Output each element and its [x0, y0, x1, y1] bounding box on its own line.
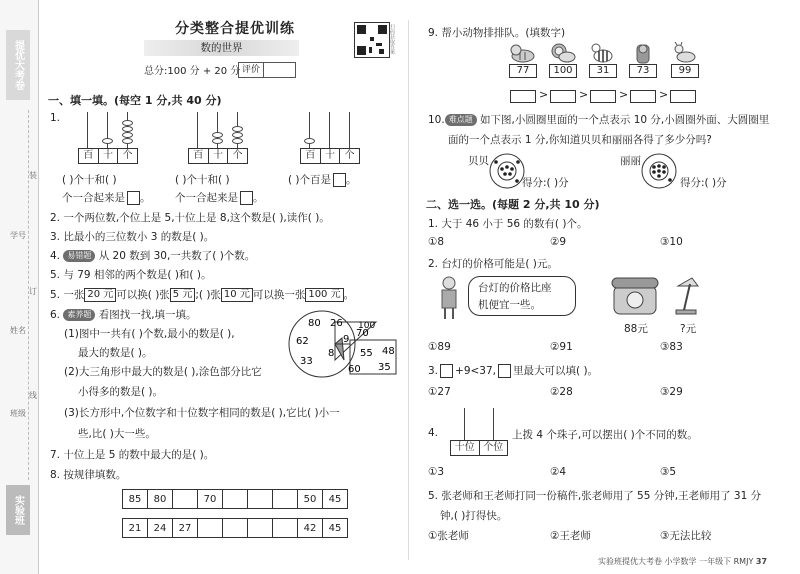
qr-code-icon [354, 22, 390, 58]
lamp-price: ?元 [680, 323, 697, 335]
brand-label-bottom: 实验班 [6, 485, 30, 535]
place-tens: 十 [321, 149, 341, 163]
c5-opt-c[interactable]: ③无法比较 [660, 530, 712, 542]
q8-text: 7. 十位上是 5 的数中最大的是( )。 [50, 449, 215, 461]
tag-difficult: 难点题 [445, 114, 477, 126]
q7-s1b: 最大的数是( )。 [78, 347, 153, 359]
page-title: 分类整合提优训练 [175, 21, 295, 37]
q1-line-a: ( )个十和( ) [62, 174, 117, 186]
seq-cell [223, 490, 248, 509]
li-score: 得分:( )分 [680, 177, 727, 189]
seq-cell: 45 [323, 519, 348, 538]
c2-opt-a[interactable]: ①89 [428, 341, 451, 353]
field-class: 班级 [10, 409, 26, 418]
q7-s1a: (1)图中一共有( )个数,最小的数是( ), [64, 328, 235, 340]
r-q9-text: 9. 帮小动物排排队。(填数字) [428, 27, 566, 39]
fig-num: 26 [330, 318, 343, 329]
li-label: 丽丽 [620, 155, 641, 167]
zebra-icon [590, 42, 616, 64]
seq-cell: 27 [173, 519, 198, 538]
c1-opt-b[interactable]: ②9 [550, 236, 567, 248]
seq-cell: 70 [198, 490, 223, 509]
q1-number: 1. [50, 112, 61, 124]
mini-abacus [450, 408, 508, 458]
q3-text: 3. 比最小的三位数小 3 的数是( )。 [50, 231, 215, 243]
monkey-icon [630, 42, 656, 64]
abacus-2 [188, 112, 248, 166]
q4-row: 4. 易错题 从 20 数到 30,一共数了( )个数。 [50, 250, 256, 262]
place-ones: 个 [344, 150, 355, 161]
column-divider [408, 20, 409, 560]
page-number: 37 [755, 557, 768, 566]
fig-num: 9 [343, 334, 350, 345]
c1-opt-c[interactable]: ③10 [660, 236, 683, 248]
place-tens: 十位 [451, 441, 480, 455]
seq-cell [248, 490, 273, 509]
c4-opt-c[interactable]: ③5 [660, 466, 677, 478]
fig-num: 62 [296, 336, 309, 347]
qr-caption: 扫码获取答案 [389, 24, 395, 54]
sequence-table-2 [122, 518, 348, 538]
place-tens: 十 [99, 149, 119, 163]
c2-opt-c[interactable]: ③83 [660, 341, 683, 353]
animal-value: 100 [549, 64, 577, 78]
fig-num: 55 [360, 348, 373, 359]
place-ones: 个位 [483, 442, 504, 453]
phone-icon [610, 276, 660, 316]
bei-label: 贝贝 [468, 155, 489, 167]
fig-num: 80 [308, 318, 321, 329]
seal-char: 订 [29, 287, 37, 296]
seq-cell [273, 519, 298, 538]
abacus-3 [300, 112, 360, 166]
c5-opt-b[interactable]: ②王老师 [550, 530, 591, 542]
lamp-icon [672, 276, 708, 316]
q1-line-a2: ( )个十和( ) [175, 174, 230, 186]
q6-row: 5. 一张 20 元 可以换( )张 5 元 ;( )张 10 元 可以换一张 100 元 。 [50, 289, 355, 301]
r-q10-line1: 10. 难点题 如下图,小圆圈里面的一个点表示 10 分,小圆圈外面、大圆圈里 [428, 114, 770, 126]
seq-cell [223, 519, 248, 538]
answer-box[interactable] [630, 90, 656, 103]
abacus-1 [78, 112, 138, 166]
animal-value: 31 [589, 64, 617, 78]
page-subtitle: 数的世界 [144, 40, 299, 56]
seq-cell [273, 490, 298, 509]
c4-opt-b[interactable]: ②4 [550, 466, 567, 478]
gt-sign: > [619, 88, 629, 101]
seq-cell [173, 490, 198, 509]
q7-s3b: 些,比( )大一些。 [78, 428, 156, 440]
shape-figure [288, 308, 398, 380]
place-ones: 个 [122, 150, 133, 161]
c3-opt-a[interactable]: ①27 [428, 386, 451, 398]
seq-cell [198, 519, 223, 538]
phone-price: 88元 [624, 323, 648, 335]
section-heading-2: 二、选一选。(每题 2 分,共 10 分) [426, 198, 600, 211]
fig-num: 35 [378, 362, 391, 373]
c5-opt-a[interactable]: ①张老师 [428, 530, 469, 542]
tag-literacy: 素养题 [63, 309, 95, 321]
animal-value: 99 [671, 64, 699, 78]
q5-text: 5. 与 79 相邻的两个数是( )和( )。 [50, 269, 212, 281]
field-number: 学号 [10, 231, 26, 240]
fig-num: 33 [300, 356, 313, 367]
field-name: 姓名 [10, 326, 26, 335]
footer [598, 556, 767, 567]
c5-line2: 钟,( )打得快。 [440, 510, 508, 522]
eval-box [238, 62, 296, 78]
c1-opt-a[interactable]: ①8 [428, 236, 445, 248]
q1-line-c: 个一合起来是 。 [62, 192, 151, 204]
place-hundreds: 百 [79, 149, 99, 163]
q7-s3a: (3)长方形中,个位数字和十位数字相同的数是( ),它比( )小一 [64, 407, 340, 419]
gt-sign: > [659, 88, 669, 101]
seq-cell: 42 [298, 519, 323, 538]
fig-num: 70 [356, 328, 369, 339]
brand-label-top: 提优大考卷 [6, 30, 30, 100]
fig-num: 48 [382, 346, 395, 357]
seq-cell: 24 [148, 519, 173, 538]
c3-opt-c[interactable]: ③29 [660, 386, 683, 398]
answer-box[interactable] [550, 90, 576, 103]
seq-cell [248, 519, 273, 538]
eval-label: 评价 [239, 63, 264, 77]
fig-num: 100 [358, 321, 376, 331]
seq-cell: 85 [123, 490, 148, 509]
sequence-table-1 [122, 489, 348, 509]
q1-line-d: 个一合起来是 。 [175, 192, 264, 204]
answer-box[interactable] [590, 90, 616, 103]
q7-header: 6. 素养题 看图找一找,填一填。 [50, 309, 197, 321]
answer-box[interactable] [510, 90, 536, 103]
bei-score: 得分:( )分 [522, 177, 569, 189]
c2-text: 2. 台灯的价格可能是( )元。 [428, 258, 558, 270]
c4-text: 上拨 4 个珠子,可以摆出( )个不同的数。 [512, 429, 698, 441]
q7-s2b: 小得多的数是( )。 [78, 386, 164, 398]
place-hundreds: 百 [301, 149, 321, 163]
seq-cell: 80 [148, 490, 173, 509]
seq-cell: 21 [123, 519, 148, 538]
footer-text: 实验班提优大考卷 小学数学 一年级下 RMJY [598, 557, 754, 566]
bubble-line-1: 台灯的价格比座 [478, 282, 552, 294]
tag-easy-mistake: 易错题 [63, 250, 95, 262]
animal-value: 73 [629, 64, 657, 78]
place-tens: 十 [209, 149, 229, 163]
tiger-icon [510, 42, 536, 64]
c4-opt-a[interactable]: ①3 [428, 466, 445, 478]
q1-line-b: ( )个百是 。 [288, 174, 357, 186]
q9-text: 8. 按规律填数。 [50, 469, 127, 481]
animal-value: 77 [509, 64, 537, 78]
bubble-line-2: 机便宜一些。 [478, 299, 541, 311]
c1-text: 1. 大于 46 小于 56 的数有( )个。 [428, 218, 588, 230]
goat-icon [672, 42, 698, 64]
seal-char: 线 [29, 391, 37, 400]
answer-box[interactable] [670, 90, 696, 103]
fig-num: 8 [328, 348, 335, 359]
bei-circles [488, 152, 526, 190]
q7-s2a: (2)大三角形中最大的数是( ),涂色部分比它 [64, 366, 262, 378]
c4-num: 4. [428, 427, 439, 439]
seal-char: 装 [29, 171, 37, 180]
r-q10-line2: 面的一个点表示 1 分,你知道贝贝和丽丽各得了多少分吗? [448, 134, 712, 146]
li-circles [640, 152, 678, 190]
c3-opt-b[interactable]: ②28 [550, 386, 573, 398]
seq-cell: 45 [323, 490, 348, 509]
lion-icon [550, 42, 576, 64]
section-heading-1: 一、填一填。(每空 1 分,共 40 分) [48, 94, 222, 107]
fig-num: 60 [348, 364, 361, 375]
c5-line1: 5. 张老师和王老师打同一份稿件,张老师用了 55 分钟,王老师用了 31 分 [428, 490, 762, 502]
place-ones: 个 [232, 150, 243, 161]
c2-opt-b[interactable]: ②91 [550, 341, 573, 353]
seq-cell: 50 [298, 490, 323, 509]
c3-text: 3. +9<37, 里最大可以填( )。 [428, 365, 599, 377]
score-text: 总分:100 分 + 20 分 [144, 66, 241, 77]
place-hundreds: 百 [189, 149, 209, 163]
q2-text: 2. 一个两位数,个位上是 5,十位上是 8,这个数是( ),读作( )。 [50, 212, 330, 224]
teacher-icon [438, 276, 460, 320]
gt-sign: > [579, 88, 589, 101]
gt-sign: > [539, 88, 549, 101]
